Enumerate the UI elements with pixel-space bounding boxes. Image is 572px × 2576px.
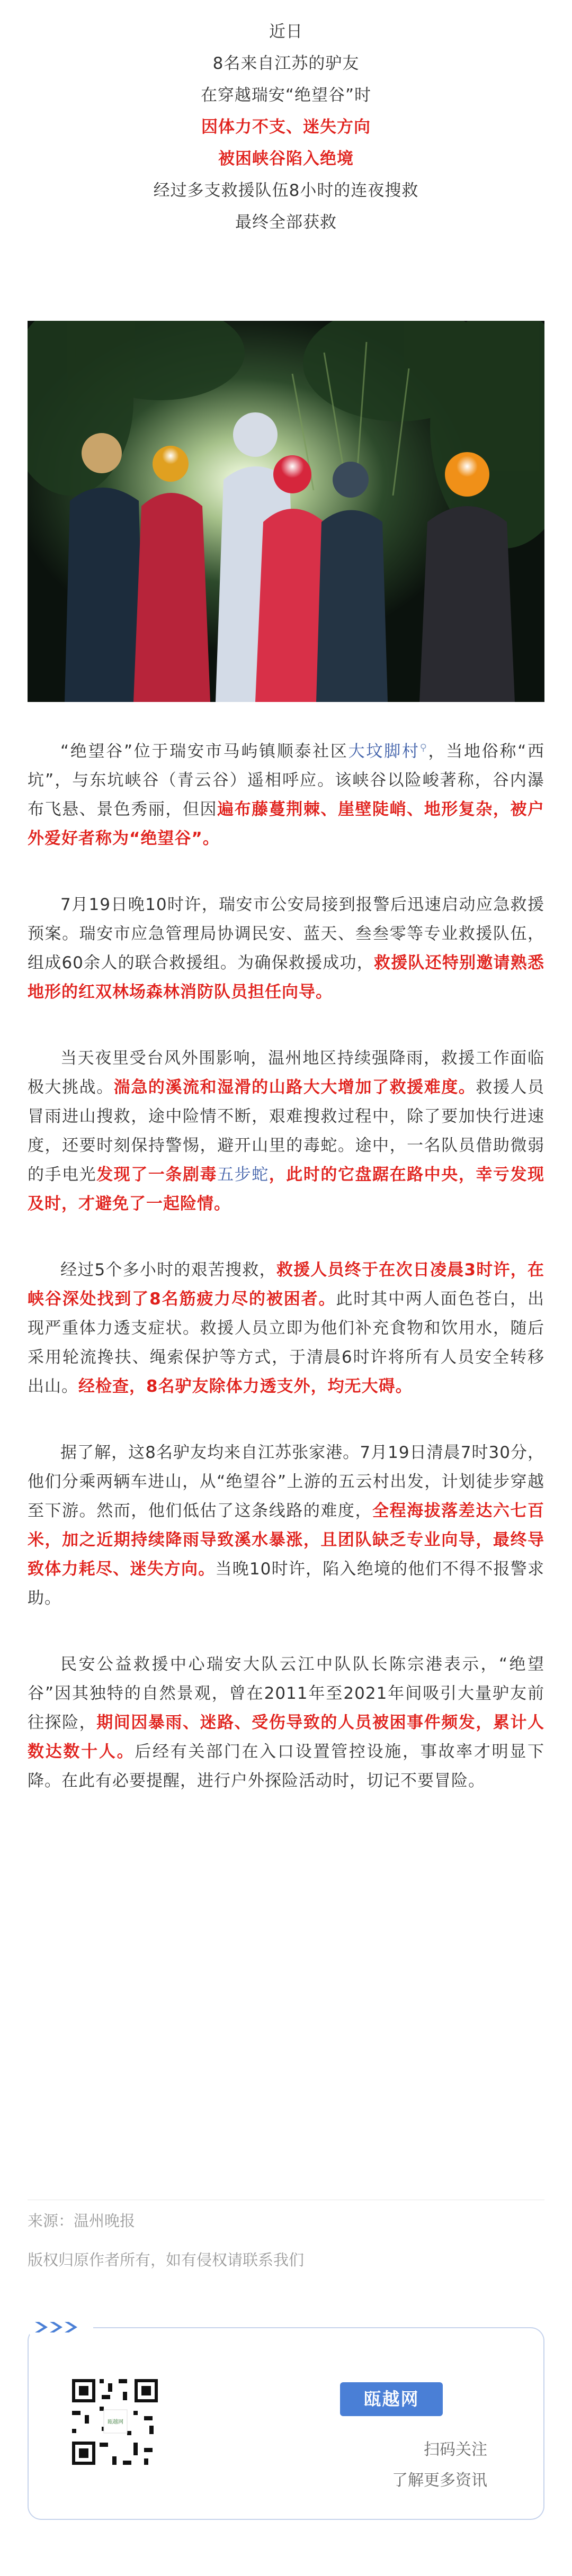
snake-link[interactable]: 五步蛇: [217, 1165, 269, 1185]
intro-line-highlight: 因体力不支、迷失方向: [201, 118, 371, 137]
text-run: 此时其中两人面色苍白，出现严重体力透支症状。救援人员立即为他们补充食物和饮用水，随后采用轮流搀扶、绳索保护等方式，于清晨6时许将所有人员安全转移出山。: [28, 1290, 545, 1397]
paragraph-found: [28, 1256, 544, 1401]
intro-line: 经过多支救援队伍8小时的连夜搜救: [153, 181, 419, 200]
article-body: [28, 733, 544, 1833]
qr-logo: 瓯越网: [108, 2419, 123, 2425]
qr-code-icon: [70, 2363, 160, 2484]
text-run: 据了解，这8名驴友均来自江苏张家港。7月19日清晨7时30分，他们分乘两辆车进山，从“绝望谷”上游的五云村出发，计划徒步穿越至下游。然而，他们低估了这条线路的难度，: [28, 1443, 544, 1521]
highlight-text: 救援队还特别邀请熟悉地形的红双林场森林消防队员担任向导。: [28, 953, 544, 1002]
text-run: 当晚10时许，陷入绝境的他们不得不报警求助。: [28, 1560, 544, 1608]
intro-line: 近日: [269, 22, 303, 41]
highlight-text: 发现了一条剧毒: [96, 1165, 218, 1185]
copyright-line: 版权归原作者所有，如有侵权请联系我们: [28, 2251, 305, 2269]
paragraph-warning: [28, 1650, 544, 1796]
intro-line: 8名来自江苏的驴友: [212, 54, 360, 73]
scan-cta: 扫码关注: [424, 2440, 487, 2459]
search-icon[interactable]: ⚲: [419, 742, 427, 753]
brand-button[interactable]: 瓯越网: [340, 2382, 443, 2416]
highlight-text: 湍急的溪流和湿滑的山路大大增加了救援难度。: [113, 1078, 476, 1097]
intro-line: 在穿越瑞安“绝望谷”时: [200, 86, 372, 105]
highlight-text: 遍布藤蔓荆棘、崖壁陡峭、地形复杂，被户外爱好者称为“绝望谷”。: [28, 800, 545, 849]
qr-code[interactable]: [70, 2363, 160, 2484]
rescue-photo: [28, 321, 544, 702]
text-run: 民安公益救援中心瑞安大队云江中队队长陈宗港表示，“绝望谷”因其独特的自然景观，曾在2011年至2021年间吸引大量驴友前往探险，: [28, 1655, 544, 1733]
paragraph-location: [28, 733, 544, 853]
text-run: 救援人员冒雨进山搜救，途中险情不断，艰难搜救过程中，除了要加快行进速度，还要时刻保持警惕，避开山里的毒蛇。途中，一名队员借助微弱的手电光: [28, 1078, 545, 1185]
text-run: 后经有关部门在入口设置管控设施，事故率才明显下降。在此有必要提醒，进行户外探险活动时，切记不要冒险。: [28, 1742, 545, 1791]
highlight-text: 期间因暴雨、迷路、受伤导致的人员被困事件频发，累计人数达数十人。: [28, 1713, 545, 1762]
highlight-text: 经检查，8名驴友除体力透支外，均无大碍。: [78, 1377, 413, 1397]
chevron-right-icon: [30, 2317, 93, 2338]
text-run: 经过5个多小时的艰苦搜救，: [60, 1260, 276, 1280]
text-run: ，当地俗称“西坑”，与东坑峡谷（青云谷）遥相呼应。该峡谷以险峻著称，谷内瀑布飞悬、景色秀丽，但因: [28, 742, 545, 819]
rescue-photo-illustration: [28, 321, 544, 702]
highlight-text: 救援人员终于在次日凌晨3时许，在峡谷深处找到了8名筋疲力尽的被困者。: [28, 1260, 544, 1309]
paragraph-alarm: [28, 890, 544, 1007]
highlight-text: 全程海拔落差达六七百米，加之近期持续降雨导致溪水暴涨，且团队缺乏专业向导，最终导致体力耗尽、迷失方向。: [28, 1501, 545, 1579]
text-run: 当天夜里受台风外围影响，温州地区持续强降雨，救援工作面临极大挑战。: [28, 1049, 544, 1097]
source-line: 来源：温州晚报: [28, 2212, 136, 2230]
text-run: 7月19日晚10时许，瑞安市公安局接到报警后迅速启动应急救援预案。瑞安市应急管理局协调民安、蓝天、叁叁零等专业救援队伍，组成60余人的联合救援组。为确保救援成功，: [28, 895, 544, 973]
paragraph-background: [28, 1438, 544, 1613]
place-link[interactable]: 大坟脚村: [348, 742, 420, 761]
intro-line: 最终全部获救: [235, 213, 337, 232]
highlight-text: ，此时的它盘踞在路中央，幸亏发现及时，才避免了一起险情。: [28, 1165, 545, 1214]
intro-block: [0, 16, 572, 238]
text-run: “绝望谷”位于瑞安市马屿镇顺泰社区: [60, 742, 348, 761]
more-info-cta: 了解更多资讯: [392, 2471, 487, 2490]
intro-line-highlight: 被困峡谷陷入绝境: [218, 149, 354, 168]
paragraph-rescue: [28, 1044, 544, 1219]
